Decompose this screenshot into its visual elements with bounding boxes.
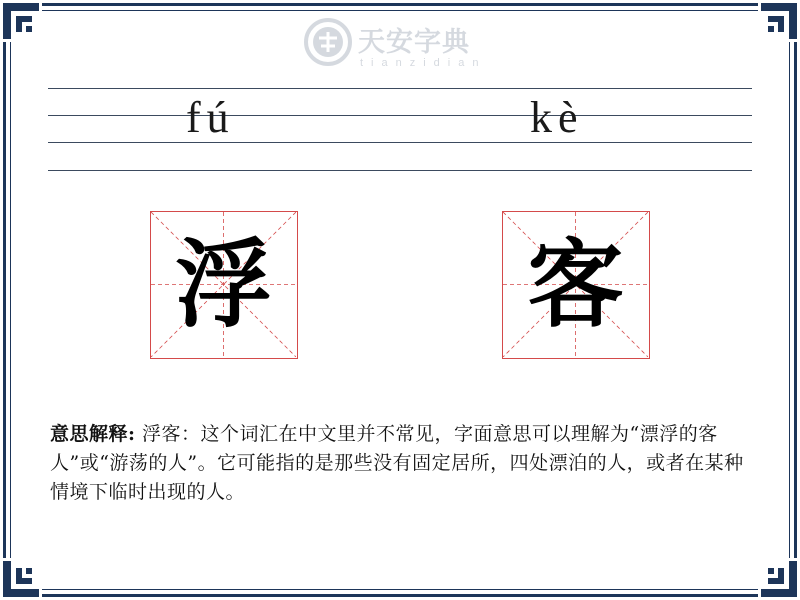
staff-line	[48, 142, 752, 143]
character-box-1	[150, 211, 298, 359]
logo-seal-icon	[304, 18, 352, 66]
site-logo	[300, 14, 500, 70]
corner-ornament-bottom-left	[0, 558, 42, 600]
logo-name: 天安字典	[358, 27, 470, 58]
meaning-paragraph	[50, 420, 750, 507]
character-1: 浮	[175, 228, 272, 341]
character-box-2	[502, 211, 650, 359]
staff-line	[48, 170, 752, 171]
corner-ornament-top-left	[0, 0, 42, 42]
corner-ornament-top-right	[758, 0, 800, 42]
staff-line	[48, 88, 752, 89]
corner-ornament-bottom-right	[758, 558, 800, 600]
meaning-text: 浮客：这个词汇在中文里并不常见，字面意思可以理解为“漂浮的客人”或“游荡的人”。它可能指的是那些没有固定居所，四处漂泊的人，或者在某种情境下临时出现的人。	[50, 423, 744, 503]
meaning-label: 意思解释:	[50, 423, 136, 445]
pinyin-2: kè	[530, 93, 584, 142]
character-2: 客	[527, 228, 624, 341]
staff-line	[48, 115, 752, 116]
logo-romanized: tianzidian	[360, 57, 487, 69]
pinyin-staff	[48, 86, 752, 174]
pinyin-1: fú	[186, 93, 235, 142]
